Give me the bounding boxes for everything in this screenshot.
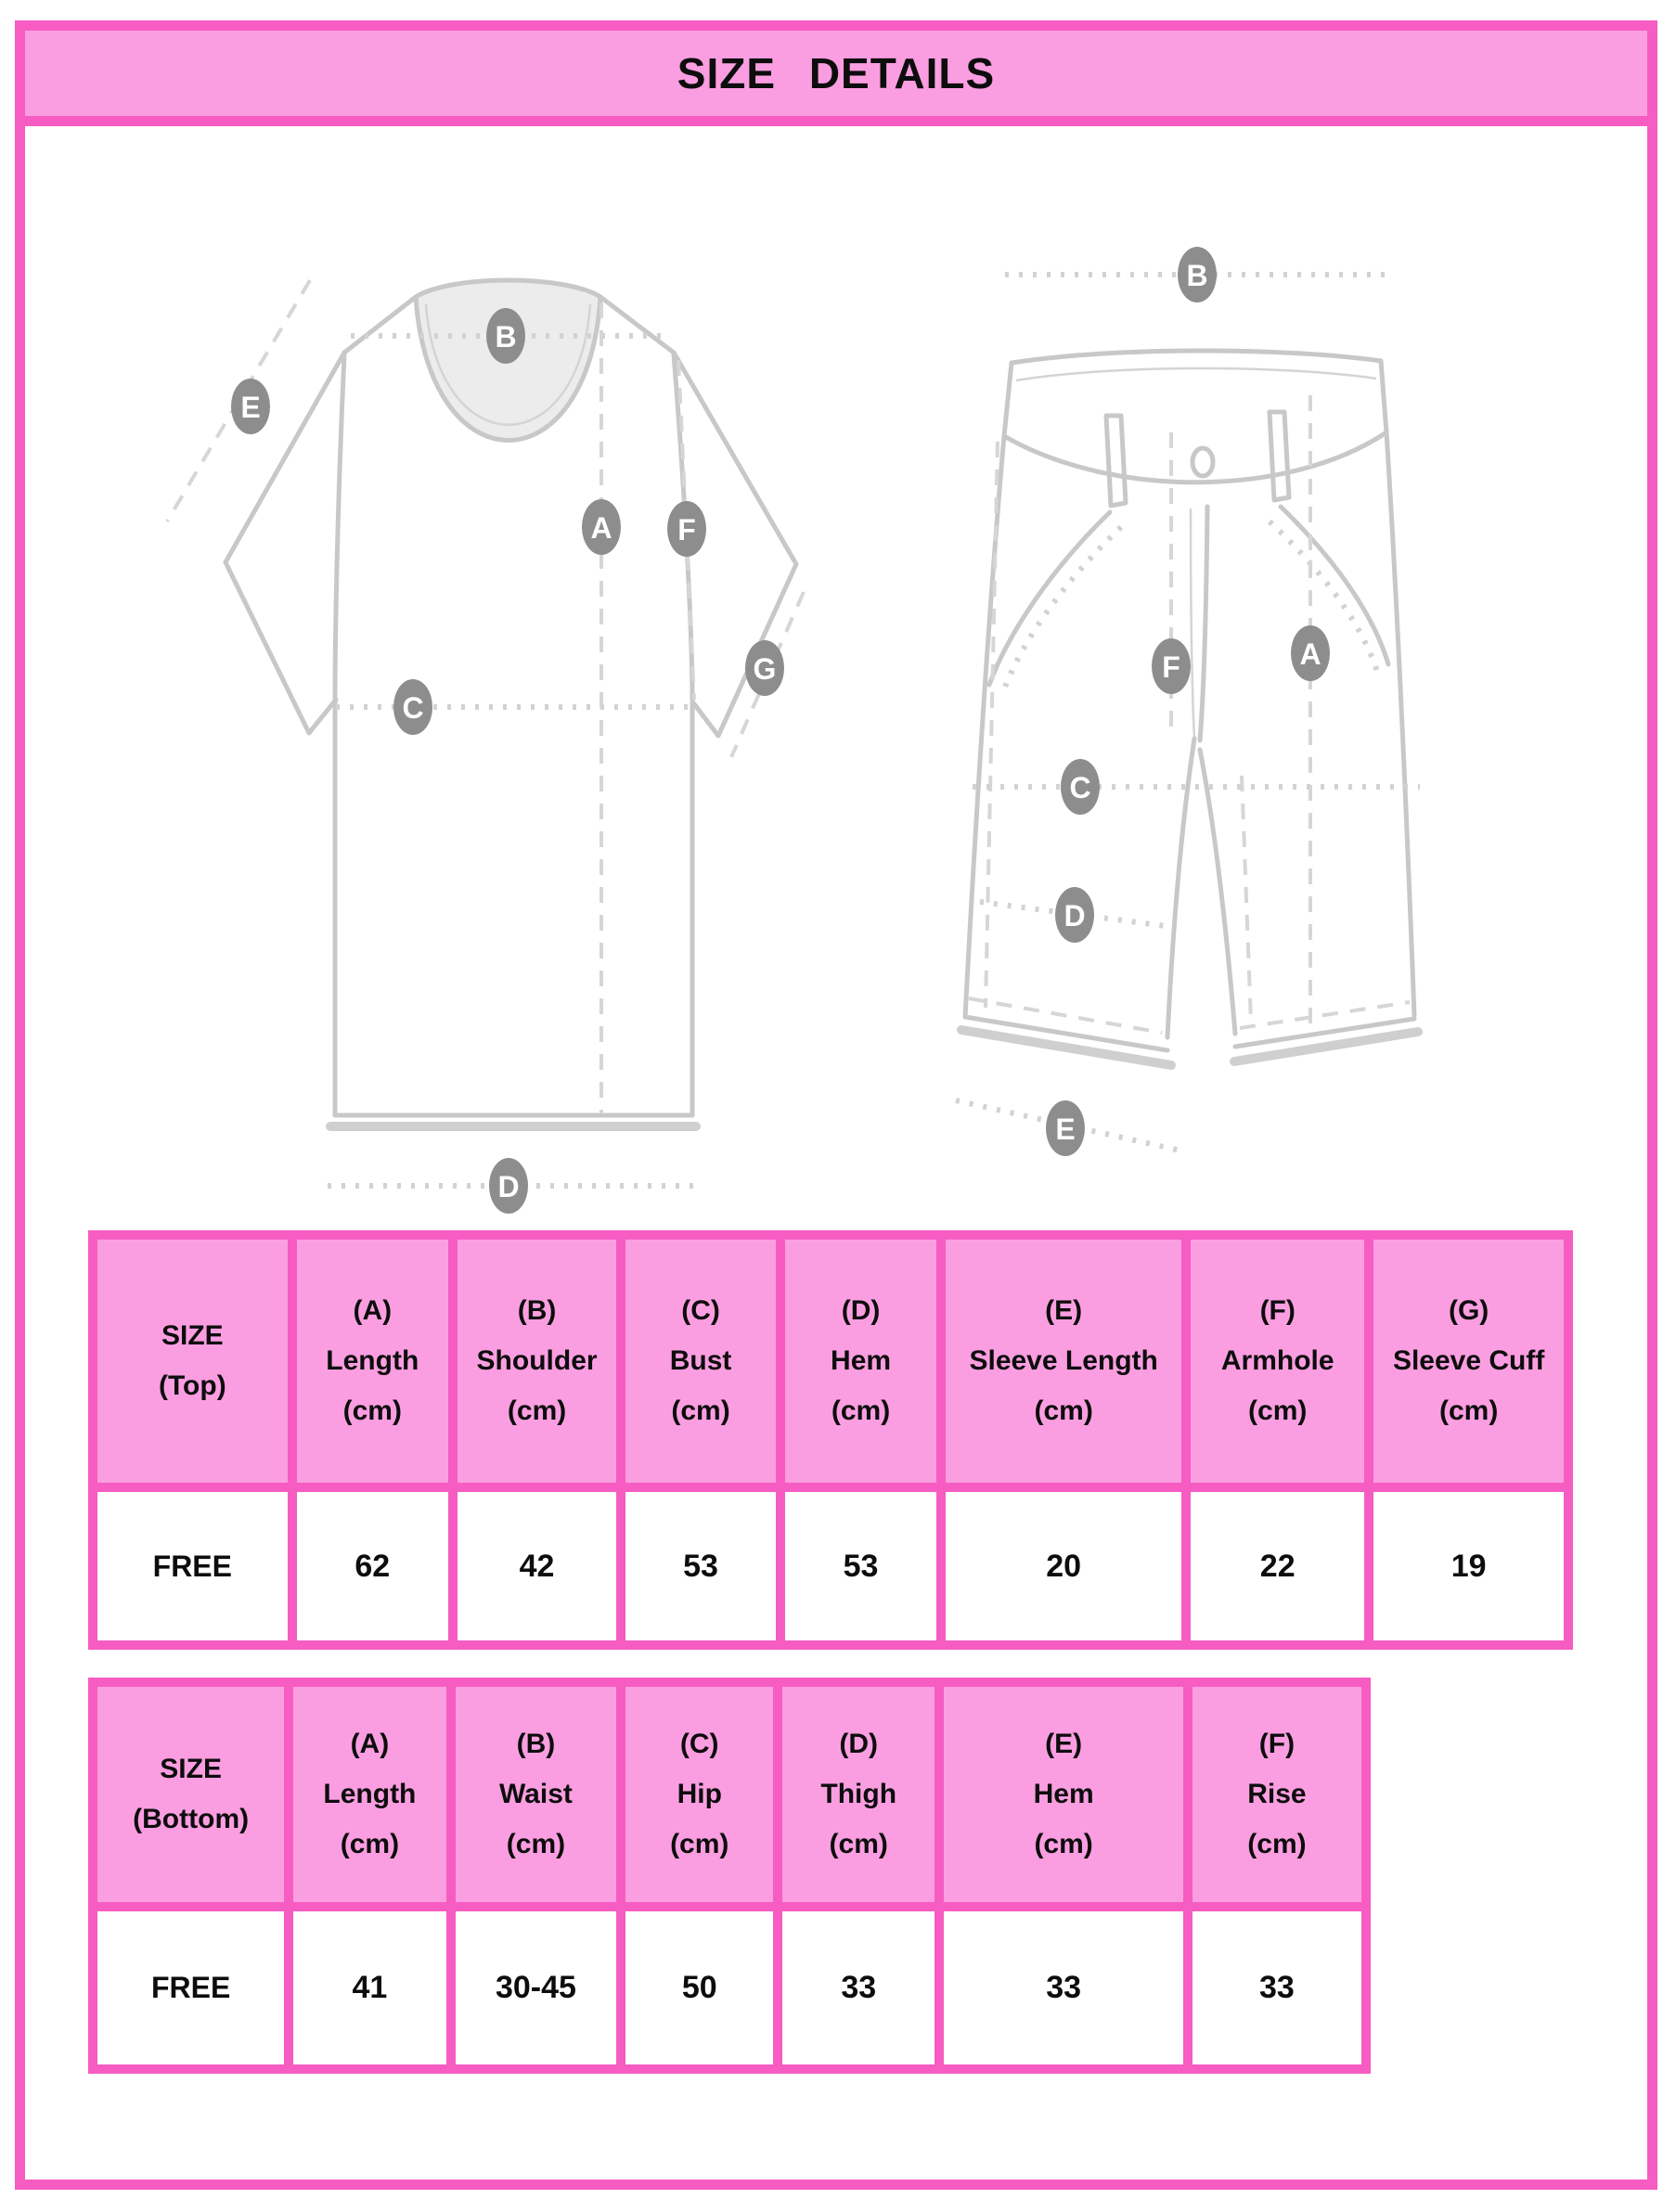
svg-text:B: B — [1186, 259, 1208, 292]
column-header-thigh: (D) Thigh (cm) — [778, 1682, 939, 1907]
column-header-waist: (B) Waist (cm) — [451, 1682, 622, 1907]
size-label-cell: FREE — [93, 1487, 292, 1645]
badge-sleeve-length-e — [231, 379, 270, 434]
size-label-cell: FREE — [93, 1907, 289, 2069]
value-shoulder: 42 — [453, 1487, 621, 1645]
svg-text:F: F — [1162, 650, 1180, 684]
value-sleeve-cuff: 19 — [1369, 1487, 1568, 1645]
badge-length-a — [1291, 625, 1330, 681]
badge-waist-b — [1178, 247, 1217, 302]
column-header-length: (A) Length (cm) — [292, 1235, 453, 1487]
column-header-shoulder: (B) Shoulder (cm) — [453, 1235, 621, 1487]
size-bottom-header-cell: SIZE (Bottom) — [93, 1682, 289, 1907]
svg-text:C: C — [402, 691, 424, 725]
side-crease-line — [986, 442, 998, 1008]
svg-text:E: E — [240, 391, 261, 424]
svg-text:D: D — [1064, 899, 1086, 932]
value-thigh: 33 — [778, 1907, 939, 2069]
value-length: 41 — [289, 1907, 450, 2069]
badge-shoulder-b — [486, 308, 525, 364]
page-header — [25, 31, 1647, 126]
value-hip: 50 — [621, 1907, 778, 2069]
svg-text:E: E — [1055, 1112, 1076, 1146]
svg-text:A: A — [590, 511, 612, 545]
svg-text:B: B — [495, 320, 517, 354]
tshirt-measure-badges — [231, 308, 784, 1214]
value-length: 62 — [292, 1487, 453, 1645]
value-hem: 53 — [780, 1487, 941, 1645]
badge-hem-d — [489, 1158, 528, 1214]
inseam-crease-line — [1242, 776, 1251, 1022]
table-row — [93, 1235, 1568, 1487]
column-header-hip: (C) Hip (cm) — [621, 1682, 778, 1907]
value-armhole: 22 — [1186, 1487, 1369, 1645]
size-top-header-cell: SIZE (Top) — [93, 1235, 292, 1487]
svg-text:C: C — [1069, 771, 1091, 804]
column-header-length: (A) Length (cm) — [289, 1682, 450, 1907]
shorts-measure-lines — [956, 275, 1420, 1151]
badge-bust-c — [393, 679, 432, 735]
tshirt-outline — [226, 280, 796, 1126]
column-header-hem: (D) Hem (cm) — [780, 1235, 941, 1487]
column-header-hem: (E) Hem (cm) — [939, 1682, 1188, 1907]
page-body — [25, 126, 1647, 2169]
badge-length-a — [582, 499, 621, 555]
table-row — [93, 1907, 1366, 2069]
top-garment-diagram — [121, 135, 835, 1230]
column-header-rise: (F) Rise (cm) — [1188, 1682, 1366, 1907]
bottom-garment-diagram — [891, 135, 1503, 1230]
svg-text:G: G — [753, 652, 777, 686]
shorts-outline — [961, 351, 1418, 1065]
badge-hem-e — [1046, 1100, 1085, 1156]
value-bust: 53 — [621, 1487, 780, 1645]
column-header-bust: (C) Bust (cm) — [621, 1235, 780, 1487]
size-top-table — [88, 1230, 1573, 1650]
badge-thigh-d — [1055, 887, 1094, 943]
value-hem: 33 — [939, 1907, 1188, 2069]
badge-hip-c — [1061, 759, 1100, 815]
value-sleeve-length: 20 — [941, 1487, 1186, 1645]
value-rise: 33 — [1188, 1907, 1366, 2069]
table-row — [93, 1487, 1568, 1645]
badge-sleeve-cuff-g — [745, 640, 784, 696]
content-frame — [15, 20, 1657, 2190]
column-header-armhole: (F) Armhole (cm) — [1186, 1235, 1369, 1487]
size-bottom-table — [88, 1678, 1371, 2074]
column-header-sleeve-cuff: (G) Sleeve Cuff (cm) — [1369, 1235, 1568, 1487]
value-waist: 30-45 — [451, 1907, 622, 2069]
svg-text:D: D — [497, 1170, 520, 1203]
column-header-sleeve-length: (E) Sleeve Length (cm) — [941, 1235, 1186, 1487]
page-title: SIZE DETAILS — [677, 49, 996, 97]
badge-armhole-f — [667, 501, 706, 557]
table-row — [93, 1682, 1366, 1907]
svg-text:F: F — [677, 513, 696, 547]
badge-rise-f — [1152, 638, 1191, 694]
svg-text:A: A — [1299, 637, 1321, 671]
